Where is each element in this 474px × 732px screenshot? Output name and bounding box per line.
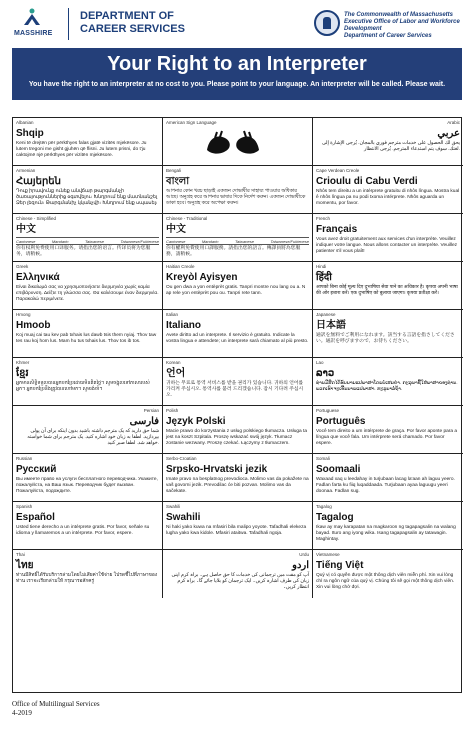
language-english-name: Polish bbox=[166, 408, 179, 413]
interpreter-message: 你有权利免费使用口译服务。请指出您的语言。传译员将为您服务，请稍候。 bbox=[16, 246, 151, 258]
language-english-name: Thai bbox=[16, 552, 25, 557]
interpreter-message: Imate pravo na besplatnog prevodioca. Molimo vas da pokažete na vaš govorni jezik. Prevodilac će biti pozvan. Molimo vas da sačekate. bbox=[166, 477, 309, 495]
interpreter-message: Avete diritto ad un interprete. Il servizio è gratuito. Indicate la vostra lingua e attendete; un interprete sarà chiamato al più presto. bbox=[166, 333, 309, 345]
page-title: Your Right to an Interpreter bbox=[107, 53, 367, 75]
language-native-name: Soomaali bbox=[316, 464, 361, 475]
interpreter-message: Դուք իրավունք ունեք անվճար թարգմանչի ծառայություններից օգտվելու։ Խնդրում ենք մատնանշել Ձեր լեզուն։ Թարգմանիչ կկանչվի։ Խնդրում ենք սպասել։ bbox=[16, 189, 158, 207]
language-english-name: Chinese - Simplified bbox=[16, 216, 57, 221]
language-cell[interactable] bbox=[163, 454, 313, 502]
language-english-name: Spanish bbox=[16, 504, 33, 509]
interpreter-message: 你有權利免費使用口譯服務。請指出您的語言。傳譯員將為您服務，請稍候。 bbox=[166, 246, 301, 258]
dialect-label: Cantonese bbox=[16, 238, 36, 244]
footer-office: Office of Multilingual Services bbox=[12, 700, 100, 708]
interpreter-message: Macie prawo do korzystania z usług polskiego tłumacza. Usługa ta jest na koszt Szpitala. Proszę wskazać swój język. Tłumacz zostanie wezwany. Proszę czekać. Łączymy z tłumaczem. bbox=[166, 429, 308, 447]
masshire-mark-icon bbox=[23, 8, 41, 26]
language-native-name: فارسی bbox=[129, 416, 159, 427]
dialect-label: Taiwanese bbox=[234, 238, 254, 244]
interpreter-message: ທ່ານມີສິດໄດ້ຮັບນາຍແປພາສາໂດຍບໍ່ເສຍຄ່າ. ກະລຸນາຊີ້ໃສ່ພາສາຂອງທ່ານ. ພວກເຮົາຈະເອີ້ນນາຍແປພາສາ. ກະລຸນາລໍຖ້າ. bbox=[316, 381, 458, 393]
language-cell[interactable] bbox=[163, 550, 313, 598]
commonwealth-text bbox=[344, 12, 474, 40]
language-english-name: Lao bbox=[316, 360, 324, 365]
language-cell[interactable] bbox=[313, 262, 463, 310]
dialect-label: Cantonese bbox=[166, 238, 186, 244]
language-cell[interactable] bbox=[163, 358, 313, 406]
language-native-name: Język Polski bbox=[166, 416, 226, 427]
language-cell[interactable] bbox=[313, 454, 463, 502]
language-native-name: Shqip bbox=[16, 128, 44, 139]
language-native-name: Русский bbox=[16, 464, 57, 475]
language-native-name: 日本語 bbox=[316, 320, 346, 331]
interpreter-message: আপনার কোন খরচ ছাড়াই একজন দোভাষীর সাহায্য পাওয়ার অধিকার আছে। অনুগ্রহ করে আপনার ভাষার দিকে নির্দেশ করুন। একজন দোভাষীকে ডাকা হবে। অনুগ্রহ করে অপেক্ষা করুন। bbox=[166, 189, 306, 207]
interpreter-message: 通訳を無料でご利用になれます。該当する言語を指さしてください。通訳を呼びますので、お待ちください。 bbox=[316, 333, 455, 345]
language-native-name: ไทย bbox=[16, 560, 34, 571]
interpreter-message: Ni haki yako kuwa na mfasiri bila malipo yoyote. Tafadhali elekeza lugha yako kwa kidole. Mfasiri ataitwa. Tafadhali ngoja. bbox=[166, 525, 307, 537]
interpreter-message: Você tem direito a um intérprete de graça. Por favor aponte para a língua que você fala. Um intérprete será chamado. Por favor espere. bbox=[316, 429, 458, 447]
language-english-name: Portuguese bbox=[316, 408, 340, 413]
language-english-name: Bengali bbox=[166, 168, 182, 173]
interpreter-message: Quý vị có quyền được một thông dịch viên miễn phí. Xin vui lòng chỉ ra ngôn ngữ của quý vị. Chúng tôi sẽ gọi một thông dịch viên. Xin vui lòng chờ đợi. bbox=[316, 573, 455, 591]
interpreter-message: Vous avez droit gratuitement aux services d'un interprète. Veuillez indiquer votre langue. Nous allons contacter un interprète. Veuillez patienter s'il vous plaît! bbox=[316, 237, 458, 255]
department-name bbox=[80, 10, 185, 36]
commonwealth-line2: Executive Office of Labor and Workforce Development bbox=[344, 19, 460, 32]
interpreter-message: आपको बिना कोई मूल्य दिए दुभाषिया सेवा पाने का अधिकार है। कृपया अपनी भाषा की ओर इशारा करें। एक दुभाषिए को बुलाया जाएगा। कृपया प्रतीक्षा करें। bbox=[316, 285, 458, 297]
language-english-name: Cape Verdean Creole bbox=[316, 168, 360, 173]
language-cell[interactable] bbox=[13, 502, 163, 550]
language-english-name: Hmong bbox=[16, 312, 31, 317]
language-cell[interactable] bbox=[13, 358, 163, 406]
interpreter-message: Usted tiene derecho a un intérprete gratis. Por favor, señale su idioma y llamaremos a un intérprete. Por favor, espere. bbox=[16, 525, 150, 537]
dept-line1: DEPARTMENT OF bbox=[80, 10, 174, 22]
interpreter-message: អ្នកមានសិទ្ធិទទួលបានអ្នកបកប្រែដោយមិនគិតថ្លៃ។ សូមចង្អុលទៅភាសារបស់អ្នក។ អ្នកបកប្រែនឹងត្រូវបានហៅមក។ សូមរង់ចាំ។ bbox=[16, 381, 150, 393]
language-native-name: 언어 bbox=[166, 368, 186, 379]
language-native-name: عربي bbox=[437, 128, 460, 139]
language-english-name: Serbo-Croatian bbox=[166, 456, 197, 461]
language-native-name: Srpsko-Hrvatski jezik bbox=[166, 464, 268, 475]
dialect-row bbox=[166, 237, 309, 245]
language-native-name: Crioulu di Cabu Verdi bbox=[316, 176, 418, 187]
dept-line2: CAREER SERVICES bbox=[80, 23, 185, 35]
commonwealth-seal-icon bbox=[314, 10, 340, 36]
dialect-label: Taiwanese/Fukienese bbox=[270, 238, 309, 244]
language-native-name: Español bbox=[16, 512, 55, 523]
dialect-label: Mandarin bbox=[51, 238, 69, 244]
language-cell[interactable] bbox=[313, 502, 463, 550]
language-native-name: Italiano bbox=[166, 320, 202, 331]
language-english-name: Russian bbox=[16, 456, 33, 461]
language-cell[interactable] bbox=[163, 118, 313, 166]
language-native-name: Tagalog bbox=[316, 512, 354, 523]
language-english-name: Tagalog bbox=[316, 504, 332, 509]
interpreter-message: Είναι δικαίωμά σας να χρησιμοποιήσετε διερμηνέα χωρίς καμία επιβάρυνση. Δείξτε τη γλώσσα σας. Θα καλέσουμε έναν διερμηνέα. Παρακαλώ περιμένετε. bbox=[16, 285, 159, 303]
language-native-name: 中文 bbox=[16, 224, 36, 235]
language-english-name: Vietnamese bbox=[316, 552, 340, 557]
language-cell[interactable] bbox=[313, 310, 463, 358]
language-cell[interactable] bbox=[163, 166, 313, 214]
interpreter-message: Koj muaj cai tau kev pab txhais lus dawb tsis them nyiaj. Thov taw tes rau koj hom lus. Mam hu tus txhais lus. Thov tos ib tos. bbox=[16, 333, 157, 345]
title-banner bbox=[12, 48, 462, 100]
language-cell[interactable] bbox=[313, 166, 463, 214]
language-cell[interactable] bbox=[313, 406, 463, 454]
language-native-name: ខ្មែរ bbox=[16, 368, 29, 379]
interpreter-message: Ikaw ay may karapatan na magkaroon ng tagapagsalin na walang bayad. Ituro ang iyong wika. Isang tagapagsalin ay tatawagin. Maghintay. bbox=[316, 525, 456, 543]
language-english-name: Swahili bbox=[166, 504, 181, 509]
commonwealth-line1: The Commonwealth of Massachusetts bbox=[344, 12, 454, 18]
language-native-name: Tiếng Việt bbox=[316, 560, 364, 571]
header bbox=[0, 0, 474, 46]
dialect-row bbox=[16, 237, 159, 245]
language-english-name: Persian bbox=[143, 408, 159, 413]
language-cell[interactable] bbox=[13, 262, 163, 310]
interpreter-message: يحق لك الحصول على خدمات مترجم فوري بالمجان. يُرجى الإشارة إلى لغتك. سوف يتم استدعاء المترجم. يُرجى الانتظار. bbox=[322, 141, 460, 153]
interpreter-message: آپ کو مفت میں ترجمانی کی خدمات کا حق حاصل ہے۔ براہ کرم اپنی زبان کی طرف اشارہ کریں۔ ایک ترجمان کو بلایا جائے گا۔ براہ کرم انتظار کریں۔ bbox=[171, 573, 309, 591]
masshire-logo bbox=[14, 8, 53, 40]
language-english-name: Hindi bbox=[316, 264, 327, 269]
language-english-name: Italian bbox=[166, 312, 179, 317]
interpreter-message: 귀하는 무료로 통역 서비스를 받을 권리가 있습니다. 귀하의 언어를 가리켜 주십시오. 통역사를 불러 드리겠습니다. 잠시 기다려 주십시오. bbox=[166, 381, 304, 399]
language-native-name: Ελληνικά bbox=[16, 272, 60, 283]
masshire-label: MASSHIRE bbox=[14, 30, 53, 37]
language-cell[interactable] bbox=[313, 214, 463, 262]
language-cell[interactable] bbox=[163, 262, 313, 310]
language-cell[interactable] bbox=[163, 310, 313, 358]
language-native-name: Português bbox=[316, 416, 366, 427]
dialect-label: Mandarin bbox=[201, 238, 219, 244]
language-cell[interactable] bbox=[313, 550, 463, 598]
sign-language-hands-icon bbox=[203, 128, 263, 158]
language-english-name: Urdu bbox=[299, 552, 309, 557]
language-cell[interactable] bbox=[13, 166, 163, 214]
language-cell[interactable] bbox=[13, 214, 163, 262]
language-english-name: Korean bbox=[166, 360, 181, 365]
commonwealth-line3: Department of Career Services bbox=[344, 33, 432, 39]
language-cell[interactable] bbox=[163, 214, 313, 262]
language-native-name: Swahili bbox=[166, 512, 201, 523]
language-english-name: Khmer bbox=[16, 360, 30, 365]
language-cell[interactable] bbox=[313, 358, 463, 406]
language-native-name: Հայերեն bbox=[16, 176, 61, 187]
language-english-name: Somali bbox=[316, 456, 330, 461]
language-english-name: Chinese - Traditional bbox=[166, 216, 208, 221]
language-english-name: Arabic bbox=[447, 120, 460, 125]
language-native-name: বাংলা bbox=[166, 176, 190, 187]
interpreter-message: ท่านมีสิทธิ์ได้รับบริการล่ามโดยไม่เสียค่าใช้จ่าย โปรดชี้ไปที่ภาษาของท่าน เราจะเรียกล่ามให้ กรุณารอสักครู่ bbox=[16, 573, 158, 585]
language-english-name: Haitian Creole bbox=[166, 264, 195, 269]
language-cell[interactable] bbox=[313, 118, 463, 166]
dialect-label: Taiwanese/Fukienese bbox=[120, 238, 159, 244]
language-native-name: 中文 bbox=[166, 224, 186, 235]
footer-date: 4-2019 bbox=[12, 709, 32, 717]
header-divider bbox=[68, 8, 69, 40]
language-english-name: American Sign Language bbox=[166, 120, 217, 125]
language-english-name: Armenian bbox=[16, 168, 36, 173]
footer bbox=[12, 700, 100, 718]
language-native-name: हिंदी bbox=[316, 272, 332, 283]
language-cell[interactable] bbox=[13, 406, 163, 454]
language-cell[interactable] bbox=[163, 406, 313, 454]
language-native-name: Hmoob bbox=[16, 320, 51, 331]
language-cell[interactable] bbox=[13, 118, 163, 166]
page-subtitle: You have the right to an interpreter at no cost to you. Please point to your language. An interpreter will be called. Please wait. bbox=[28, 81, 446, 88]
language-english-name: Greek bbox=[16, 264, 29, 269]
language-native-name: ລາວ bbox=[316, 368, 335, 379]
interpreter-message: Nhôs tem direitu a un intérprete gratuitu di nhôs língua. Mostra kual ê nhôs língua pa nu podi txoma intérprete. Nhôs aguarda un momentu, por favor. bbox=[316, 189, 460, 207]
interpreter-message: Keni të drejtën për përkthyes falas gjatë vizitës mjekësore. Ju lutem tregoni me gisht gjuhën që flisni. Ju lutem prisni, do t'ju caktojmë një përkthyes për vizitën mjekësore. bbox=[16, 141, 147, 159]
language-english-name: Japanese bbox=[316, 312, 336, 317]
interpreter-message: Вы имеете право на услуги бесплатного переводчика. Укажите, пожалуйста, на Ваш язык. Переводчик будет вызван. Пожалуйста, подождите. bbox=[16, 477, 158, 495]
language-english-name: Albanian bbox=[16, 120, 34, 125]
language-cell[interactable] bbox=[163, 502, 313, 550]
language-native-name: Kreyòl Ayisyen bbox=[166, 272, 238, 283]
interpreter-message: Ou gen dwa a yon entèprèt gratis. Tanpri montre nou lang ou a. N ap rele yon entèprèt pou ou. Tanpri rete tann. bbox=[166, 285, 306, 297]
language-cell[interactable] bbox=[13, 550, 163, 598]
interpreter-message: Waxaad xaq u leedahay in turjubaan lacag la'aan ah laguu yeero. Fadlan farta ku fiiq luqaddaada. Turjubaan ayaa laguugu yeeri doonaa. Fadlan sug. bbox=[316, 477, 455, 495]
language-cell[interactable] bbox=[13, 310, 163, 358]
language-english-name: French bbox=[316, 216, 331, 221]
dialect-label: Taiwanese bbox=[84, 238, 104, 244]
language-native-name: Français bbox=[316, 224, 358, 235]
language-grid bbox=[12, 117, 462, 693]
language-cell[interactable] bbox=[13, 454, 163, 502]
language-native-name: اردو bbox=[292, 560, 309, 571]
interpreter-message: شما حق دارید که یک مترجم داشته باشید بدون اینکه برای آن پولی بپردازید. لطفا به زبان خود اشاره کنید. یک مترجم برای شما خواسته خواهد شد. لطفا صبر کنید. bbox=[27, 429, 159, 447]
